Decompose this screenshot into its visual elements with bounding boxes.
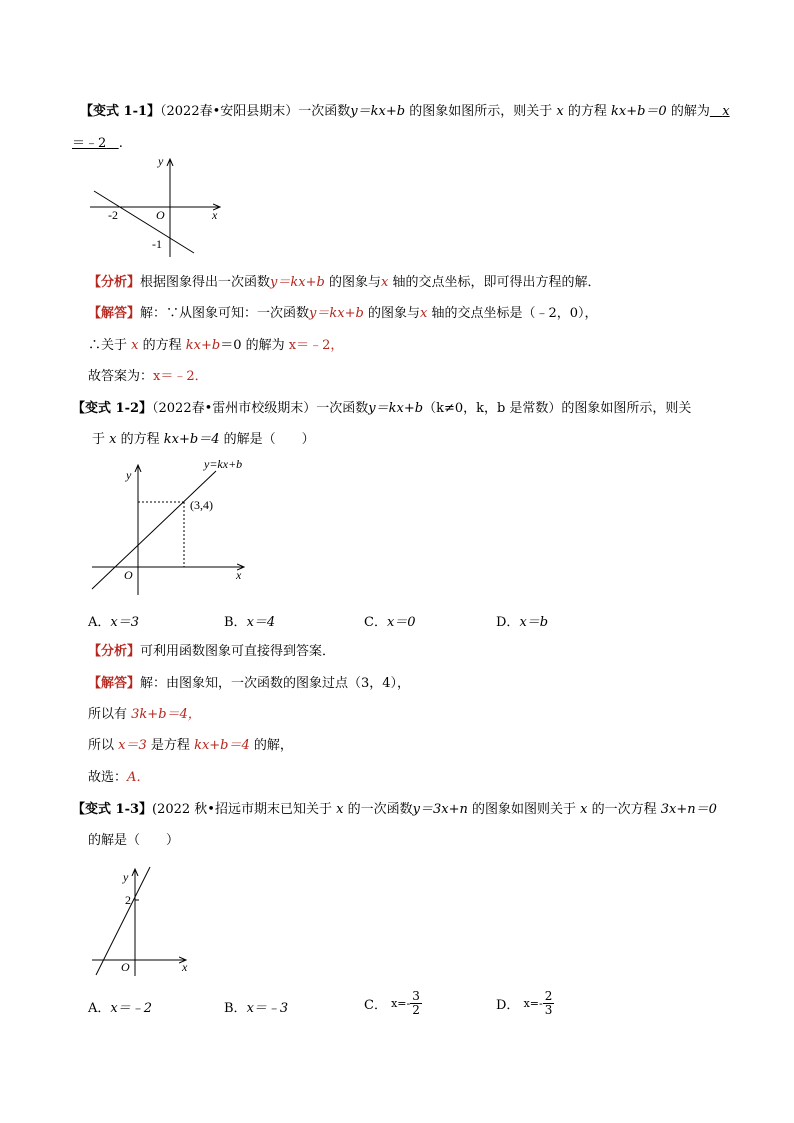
q2-solution-tag: 【解答】 bbox=[88, 676, 141, 691]
q1-x-intercept-label: -2 bbox=[108, 208, 118, 222]
q1-mid2: 的方程 bbox=[567, 104, 607, 119]
q3-source: (2022 秋•招远市期末已知关于 bbox=[152, 802, 332, 817]
q3-option-c-prefix: x=- bbox=[391, 997, 411, 1010]
q1-function-line bbox=[94, 191, 194, 253]
q2-option-b[interactable] bbox=[224, 611, 275, 630]
q1-answer2: ＝﹣2 bbox=[72, 136, 107, 151]
q1-stem-line2 bbox=[72, 135, 123, 153]
q3-option-b-text: x＝﹣3 bbox=[246, 1001, 289, 1016]
q1-solution1e: 轴的交点坐标是（﹣2，0）， bbox=[431, 306, 598, 321]
q2-graph bbox=[88, 455, 258, 595]
q2-y-label: y bbox=[126, 468, 132, 482]
q1-analysis-x: x bbox=[380, 275, 389, 290]
q1-final-b: x＝﹣2． bbox=[153, 369, 208, 384]
q3-option-c[interactable] bbox=[364, 990, 422, 1017]
q3-line2: 的解是（ ） bbox=[88, 833, 180, 848]
q2-x-label: x bbox=[236, 568, 242, 582]
q1-final-answer bbox=[88, 368, 208, 386]
q1-x-label: x bbox=[212, 208, 218, 222]
q2-final-a: 故选： bbox=[88, 770, 128, 785]
q3-x-label: x bbox=[182, 960, 188, 974]
q1-tail: 的解为 bbox=[670, 104, 710, 119]
q1-analysis-func: y＝kx+b bbox=[270, 275, 325, 290]
q3-stem-line2 bbox=[88, 832, 179, 850]
q2-point-label: (3,4) bbox=[190, 498, 213, 512]
q1-solution2a: ∴关于 bbox=[88, 338, 128, 353]
q1-var: x bbox=[556, 104, 564, 119]
q2-analysis-tag: 【分析】 bbox=[88, 644, 141, 659]
q1-answer1: x bbox=[722, 104, 730, 119]
q3-option-b[interactable] bbox=[224, 997, 288, 1016]
q1-period: . bbox=[118, 136, 123, 151]
q3-option-c-fraction bbox=[410, 990, 422, 1017]
q3-option-c-numerator: 3 bbox=[412, 989, 420, 1003]
q3-mid3: 的一次方程 bbox=[591, 802, 657, 817]
q3-y-label: y bbox=[123, 870, 129, 884]
q1-origin-label: O bbox=[156, 208, 165, 222]
q2-option-a-text: x＝3 bbox=[110, 615, 139, 630]
q1-solution-line1 bbox=[88, 305, 598, 323]
q1-solution2e: ＝0 的解为 bbox=[220, 338, 285, 353]
q2-solution-line2 bbox=[88, 706, 201, 724]
q3-mid2: 的图象如图则关于 bbox=[471, 802, 576, 817]
q1-eq: kx+b＝0 bbox=[611, 104, 667, 119]
q1-solution1d: x bbox=[419, 306, 428, 321]
q2-stem bbox=[72, 400, 691, 418]
q3-option-d-denominator: 3 bbox=[544, 1003, 553, 1017]
q2-func: y＝kx+b bbox=[368, 401, 424, 416]
q1-answer-blank-1 bbox=[710, 104, 730, 119]
q2-analysis-text: 可利用函数图象可直接得到答案． bbox=[140, 644, 336, 659]
q2-option-c[interactable] bbox=[364, 611, 416, 630]
q3-y-intercept-label: 2 bbox=[125, 893, 131, 907]
q3-option-d-numerator: 2 bbox=[544, 989, 553, 1003]
q1-stem bbox=[80, 103, 730, 121]
q1-source: （2022春•安阳县期末）一次函数 bbox=[160, 104, 351, 119]
q1-solution-tag: 【解答】 bbox=[88, 306, 141, 321]
q1-func: y＝kx+b bbox=[350, 104, 406, 119]
q3-tag: 【变式 1-3】 bbox=[72, 802, 153, 817]
q1-graph bbox=[88, 155, 228, 255]
q1-solution2b: x bbox=[131, 338, 139, 353]
q1-solution2f: x＝﹣2， bbox=[288, 338, 344, 353]
q3-var: x bbox=[336, 802, 344, 817]
q2-solution3d: kx+b＝4 bbox=[194, 738, 250, 753]
q3-option-a-letter: A． bbox=[88, 1001, 111, 1016]
q3-origin-label: O bbox=[121, 960, 130, 974]
q3-option-a-text: x＝﹣2 bbox=[110, 1001, 152, 1016]
q2-solution1: 解：由图象知，一次函数的图象过点（3，4）， bbox=[140, 676, 411, 691]
q2-solution3e: 的解， bbox=[253, 738, 293, 753]
q1-solution2d: kx+b bbox=[185, 338, 221, 353]
q2-solution3c: 是方程 bbox=[150, 738, 190, 753]
q2-line2c: 的方程 bbox=[120, 432, 160, 447]
q3-option-d-prefix: x=- bbox=[523, 997, 543, 1010]
q1-solution1a: 解：∵从图象可知：一次函数 bbox=[140, 306, 310, 321]
q1-solution1b: y＝kx+b bbox=[309, 306, 364, 321]
q2-option-d-letter: D． bbox=[496, 615, 520, 630]
q3-option-c-letter: C． bbox=[364, 998, 387, 1013]
q1-analysis bbox=[88, 274, 600, 292]
q3-option-b-letter: B． bbox=[224, 1001, 247, 1016]
q3-func: y＝3x+n bbox=[412, 802, 468, 817]
q2-analysis bbox=[88, 643, 335, 661]
q1-analysis-end: 轴的交点坐标，即可得出方程的解． bbox=[392, 275, 601, 290]
q1-mid: 的图象如图所示，则关于 bbox=[409, 104, 553, 119]
q2-option-c-letter: C． bbox=[364, 615, 387, 630]
q2-line2e: 的解是（ ） bbox=[223, 432, 315, 447]
q2-cond: （k≠0，k，b 是常数）的图象如图所示，则关 bbox=[423, 401, 692, 416]
q2-option-b-text: x＝4 bbox=[246, 615, 276, 630]
q2-option-a[interactable] bbox=[88, 611, 139, 630]
q2-stem-line2 bbox=[92, 431, 315, 449]
q2-source: （2022春•雷州市校级期末）一次函数 bbox=[152, 401, 369, 416]
q2-tag: 【变式 1-2】 bbox=[72, 401, 153, 416]
q3-stem bbox=[72, 801, 717, 819]
q3-mid: 的一次函数 bbox=[347, 802, 413, 817]
q2-function-line bbox=[92, 471, 216, 589]
q2-solution3a: 所以 bbox=[88, 738, 115, 753]
q3-eq: 3x+n＝0 bbox=[660, 802, 717, 817]
q3-option-d-fraction bbox=[543, 990, 555, 1017]
q1-tag: 【变式 1-1】 bbox=[80, 104, 161, 119]
q3-var2: x bbox=[580, 802, 588, 817]
q2-option-c-text: x＝0 bbox=[386, 615, 416, 630]
q2-final-b: A． bbox=[127, 770, 150, 785]
q3-option-d-letter: D． bbox=[496, 998, 520, 1013]
q2-line2a: 于 bbox=[92, 432, 106, 447]
q3-option-c-denominator: 2 bbox=[412, 1003, 420, 1017]
q1-y-intercept-label: -1 bbox=[152, 237, 162, 251]
q2-solution3b: x＝3 bbox=[118, 738, 147, 753]
q1-final-a: 故答案为： bbox=[88, 369, 154, 384]
q2-line2d: kx+b＝4 bbox=[163, 432, 220, 447]
q3-graph bbox=[90, 863, 200, 978]
q2-solution2a: 所以有 bbox=[88, 707, 128, 722]
q1-analysis-text: 根据图象得出一次函数 bbox=[140, 275, 271, 290]
q3-option-d[interactable] bbox=[496, 990, 554, 1017]
q1-solution1c: 的图象与 bbox=[367, 306, 420, 321]
q2-option-a-letter: A． bbox=[88, 615, 111, 630]
q2-solution2b: 3k+b＝4， bbox=[131, 707, 201, 722]
q2-func-label: y=kx+b bbox=[204, 457, 243, 471]
q1-analysis-mid: 的图象与 bbox=[328, 275, 381, 290]
q2-option-b-letter: B． bbox=[224, 615, 247, 630]
q1-analysis-tag: 【分析】 bbox=[88, 275, 141, 290]
q2-final-answer bbox=[88, 769, 149, 787]
q2-solution-line1 bbox=[88, 675, 410, 693]
q1-solution-line2 bbox=[88, 337, 343, 355]
q2-option-d[interactable] bbox=[496, 611, 548, 630]
q1-y-label: y bbox=[158, 154, 164, 168]
q2-solution-line3 bbox=[88, 737, 293, 755]
q3-option-a[interactable] bbox=[88, 997, 152, 1016]
q2-option-d-text: x＝b bbox=[519, 615, 549, 630]
q2-origin-label: O bbox=[124, 568, 133, 582]
q1-solution2c: 的方程 bbox=[142, 338, 182, 353]
q2-line2b: x bbox=[109, 432, 117, 447]
